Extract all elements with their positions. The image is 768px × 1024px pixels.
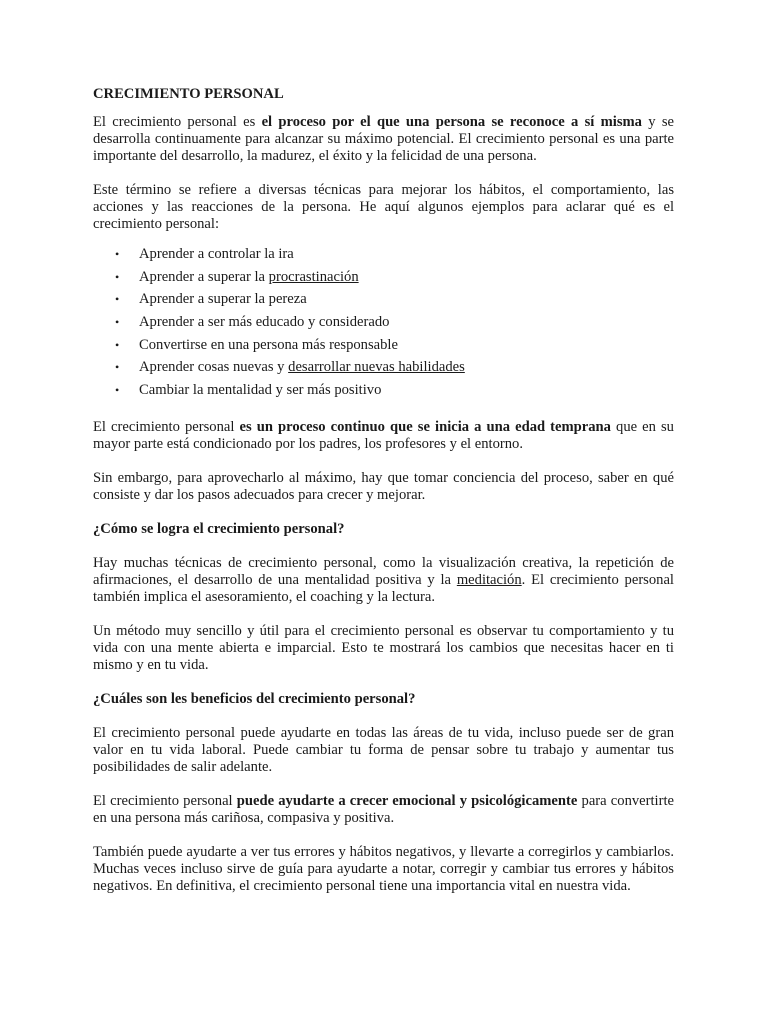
bullet-icon: • — [115, 247, 120, 261]
paragraph-continuous — [93, 419, 674, 453]
paragraph-techniques-list — [93, 555, 674, 606]
bullet-icon: • — [115, 337, 120, 352]
list-item-text: Convertirse en una persona más responsable — [139, 336, 398, 353]
list-item-text: Cambiar la mentalidad y ser más positivo — [139, 382, 382, 399]
list-item — [93, 288, 674, 311]
paragraph-benefits-errors: También puede ayudarte a ver tus errores y hábitos negativos, y llevarte a corregirlos y cambiarlos. Muchas veces incluso sirve de guía para ayudarte a notar, corregir y cambiar tus errores y hábitos negativos. En definitiva, el crecimiento personal tiene una importancia vital en nuestra vida. — [93, 843, 674, 894]
paragraph-text: para convertirte en una persona más cariñosa, compasiva y positiva. — [93, 792, 675, 826]
bold-text: puede ayudarte a crecer emocional y psicológicamente — [236, 792, 578, 809]
paragraph-text: El crecimiento personal — [93, 418, 240, 435]
list-item — [93, 243, 674, 266]
list-item-text: Aprender a superar la — [139, 268, 269, 285]
heading-benefits: ¿Cuáles son les beneficios del crecimiento personal? — [93, 690, 416, 707]
list-item-text: Aprender a controlar la ira — [139, 246, 294, 262]
bullet-icon: • — [115, 360, 120, 375]
bullet-icon: • — [115, 269, 120, 284]
bullet-icon: • — [115, 292, 120, 307]
list-item — [93, 311, 674, 334]
examples-list — [93, 243, 674, 402]
paragraph-text: El crecimiento personal es — [93, 114, 262, 130]
document-title: CRECIMIENTO PERSONAL — [93, 86, 284, 102]
list-item-text: Aprender a ser más educado y considerado — [139, 314, 390, 331]
paragraph-text: que en su mayor parte está condicionado por los padres, los profesores y el entorno. — [93, 418, 674, 452]
bullet-icon: • — [115, 383, 120, 398]
paragraph-text: . El crecimiento personal también implica el asesoramiento, el coaching y la lectura. — [93, 571, 674, 605]
list-item — [93, 379, 674, 402]
list-item — [93, 356, 674, 379]
meditation-link[interactable]: meditación — [456, 571, 522, 588]
skills-link[interactable]: desarrollar nuevas habilidades — [288, 359, 465, 376]
bullet-icon: • — [115, 315, 120, 330]
paragraph-awareness: Sin embargo, para aprovecharlo al máximo, hay que tomar conciencia del proceso, saber en qué consiste y dar los pasos adecuados para crecer y mejorar. — [93, 469, 674, 503]
paragraph-text: El crecimiento personal — [93, 792, 237, 809]
heading-how: ¿Cómo se logra el crecimiento personal? — [93, 520, 345, 537]
list-item — [93, 266, 674, 289]
paragraph-method: Un método muy sencillo y útil para el crecimiento personal es observar tu comportamiento y tu vida con una mente abierta e imparcial. Esto te mostrará los cambios que necesitas hacer en ti mismo y en tu vida. — [93, 622, 674, 673]
list-item — [93, 334, 674, 357]
paragraph-techniques: Este término se refiere a diversas técnicas para mejorar los hábitos, el comportamiento, las acciones y las reacciones de la persona. He aquí algunos ejemplos para aclarar qué es el crecimiento personal: — [93, 182, 674, 232]
paragraph-text: y se desarrolla continuamente para alcanzar su máximo potencial. El crecimiento personal es una parte importante del desarrollo, la madurez, el éxito y la felicidad de una persona. — [93, 114, 674, 164]
bold-text: es un proceso continuo que se inicia a una edad temprana — [239, 418, 611, 435]
paragraph-benefits-emotional — [93, 793, 674, 827]
paragraph-benefits-work: El crecimiento personal puede ayudarte en todas las áreas de tu vida, incluso puede ser de gran valor en tu vida laboral. Puede cambiar tu forma de pensar sobre tu trabajo y aumentar tus posibilidades de salir adelante. — [93, 724, 674, 775]
list-item-text: Aprender cosas nuevas y — [139, 359, 289, 376]
paragraph-text: Hay muchas técnicas de crecimiento personal, como la visualización creativa, la repetición de afirmaciones, el desarrollo de una mentalidad positiva y la — [93, 554, 674, 588]
list-item-text: Aprender a superar la pereza — [139, 291, 307, 308]
procrastination-link[interactable]: procrastinación — [268, 268, 359, 285]
document-page — [93, 86, 674, 912]
bold-text: el proceso por el que una persona se reconoce a sí misma — [261, 114, 642, 130]
paragraph-definition — [93, 114, 674, 165]
